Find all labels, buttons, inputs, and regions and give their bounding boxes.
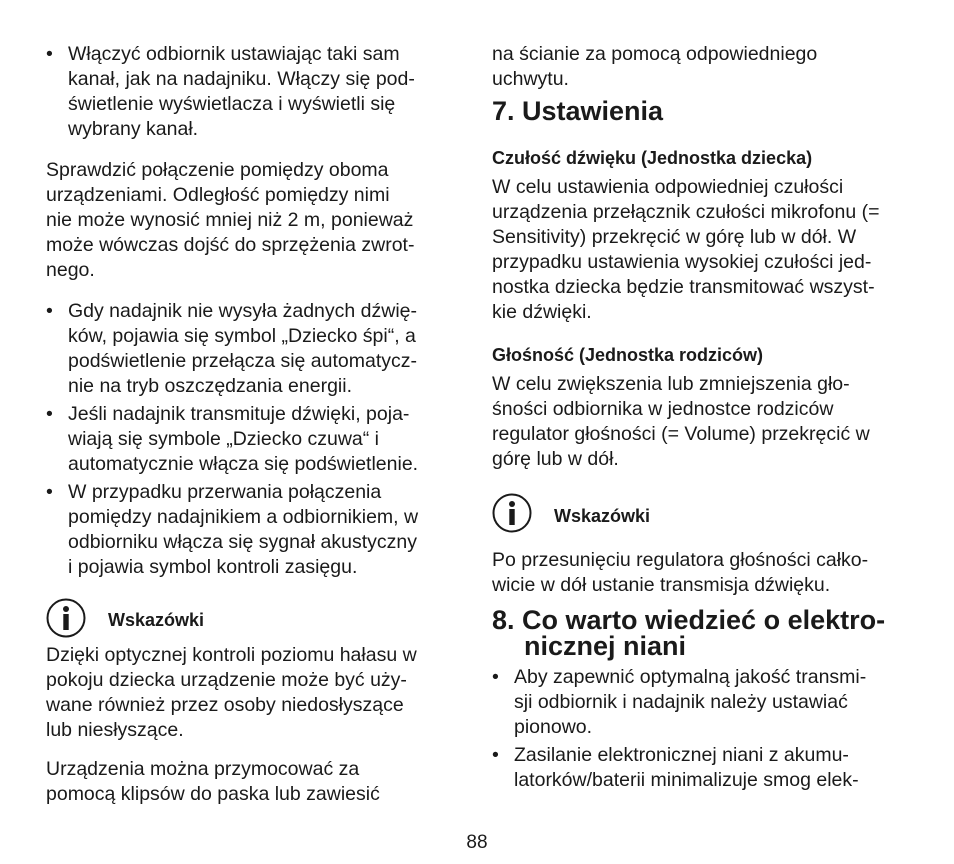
- bullet-line: pionowo.: [514, 716, 593, 738]
- bullet-line: pomiędzy nadajnikiem a odbiornikiem, w: [68, 506, 419, 528]
- info-icon: [492, 493, 532, 533]
- paragraph-line: kie dźwięki.: [492, 301, 592, 323]
- subheading-sensitivity: Czułość dźwięku (Jednostka dziecka): [492, 148, 813, 168]
- paragraph-line: Dzięki optycznej kontroli poziomu hałasu w: [46, 644, 417, 666]
- note-label: Wskazówki: [554, 506, 651, 526]
- bullet-line: świetlenie wyświetlacza i wyświetli się: [68, 93, 396, 115]
- bullet-marker: •: [492, 744, 499, 766]
- paragraph-line: Urządzenia można przymocować za: [46, 758, 360, 780]
- paragraph-line: Po przesunięciu regulatora głośności całko-: [492, 549, 869, 571]
- bullet-line: nie na tryb oszczędzania energii.: [68, 375, 352, 397]
- paragraph-line: pomocą klipsów do paska lub zawiesić: [46, 783, 380, 805]
- bullet-line: Zasilanie elektronicznej niani z akumu-: [514, 744, 849, 766]
- paragraph-line: pokoju dziecka urządzenie może być uży-: [46, 669, 407, 691]
- paragraph-line: Sprawdzić połączenie pomiędzy oboma: [46, 159, 389, 181]
- bullet-line: podświetlenie przełącza się automatycz-: [68, 350, 418, 372]
- bullet-line: kanał, jak na nadajniku. Włączy się pod-: [68, 68, 415, 90]
- paragraph-line: wicie w dół ustanie transmisja dźwięku.: [492, 574, 831, 596]
- paragraph-line: śności odbiornika w jednostce rodziców: [492, 398, 834, 420]
- section-heading-8-cont: nicznej niani: [524, 631, 687, 661]
- paragraph-line: nostka dziecka będzie transmitować wszyst-: [492, 276, 875, 298]
- bullet-marker: •: [492, 666, 499, 688]
- bullet-marker: •: [46, 300, 53, 322]
- bullet-line: ków, pojawia się symbol „Dziecko śpi“, a: [68, 325, 416, 347]
- paragraph-line: przypadku ustawienia wysokiej czułości jed-: [492, 251, 872, 273]
- paragraph-line: nie może wynosić mniej niż 2 m, ponieważ: [46, 209, 414, 231]
- info-icon: [46, 598, 86, 638]
- paragraph-line: na ścianie za pomocą odpowiedniego: [492, 43, 818, 65]
- bullet-marker: •: [46, 403, 53, 425]
- paragraph-line: urządzeniami. Odległość pomiędzy nimi: [46, 184, 390, 206]
- paragraph-line: regulator głośności (= Volume) przekręcić w: [492, 423, 870, 445]
- section-heading-7: 7. Ustawienia: [492, 96, 664, 126]
- paragraph-line: może wówczas dojść do sprzężenia zwrot-: [46, 234, 415, 256]
- paragraph-line: W celu ustawienia odpowiedniej czułości: [492, 176, 844, 198]
- bullet-line: Gdy nadajnik nie wysyła żadnych dźwię-: [68, 300, 418, 322]
- bullet-line: wiają się symbole „Dziecko czuwa“ i: [68, 428, 380, 450]
- bullet-marker: •: [46, 43, 53, 65]
- paragraph-line: wane również przez osoby niedosłyszące: [46, 694, 404, 716]
- bullet-line: i pojawia symbol kontroli zasięgu.: [68, 556, 358, 578]
- bullet-line: odbiorniku włącza się sygnał akustyczny: [68, 531, 418, 553]
- bullet-line: sji odbiornik i nadajnik należy ustawiać: [514, 691, 848, 713]
- section-heading-8: 8. Co warto wiedzieć o elektro-: [492, 605, 886, 635]
- paragraph-line: urządzenia przełącznik czułości mikrofonu (=: [492, 201, 880, 223]
- paragraph-line: uchwytu.: [492, 68, 569, 90]
- subheading-volume: Głośność (Jednostka rodziców): [492, 345, 764, 365]
- paragraph-line: W celu zwiększenia lub zmniejszenia gło-: [492, 373, 850, 395]
- note-label: Wskazówki: [108, 610, 205, 630]
- bullet-line: latorków/baterii minimalizuje smog elek-: [514, 769, 859, 791]
- bullet-line: W przypadku przerwania połączenia: [68, 481, 382, 503]
- paragraph-line: górę lub w dół.: [492, 448, 619, 470]
- bullet-line: automatycznie włącza się podświetlenie.: [68, 453, 419, 475]
- bullet-line: Włączyć odbiornik ustawiając taki sam: [68, 43, 400, 65]
- paragraph-line: lub niesłyszące.: [46, 719, 184, 741]
- bullet-line: wybrany kanał.: [68, 118, 199, 140]
- bullet-line: Jeśli nadajnik transmituje dźwięki, poja-: [68, 403, 410, 425]
- page-number: 88: [466, 832, 488, 853]
- bullet-marker: •: [46, 481, 53, 503]
- paragraph-line: nego.: [46, 259, 95, 281]
- bullet-line: Aby zapewnić optymalną jakość transmi-: [514, 666, 867, 688]
- paragraph-line: Sensitivity) przekręcić w górę lub w dół. W: [492, 226, 857, 248]
